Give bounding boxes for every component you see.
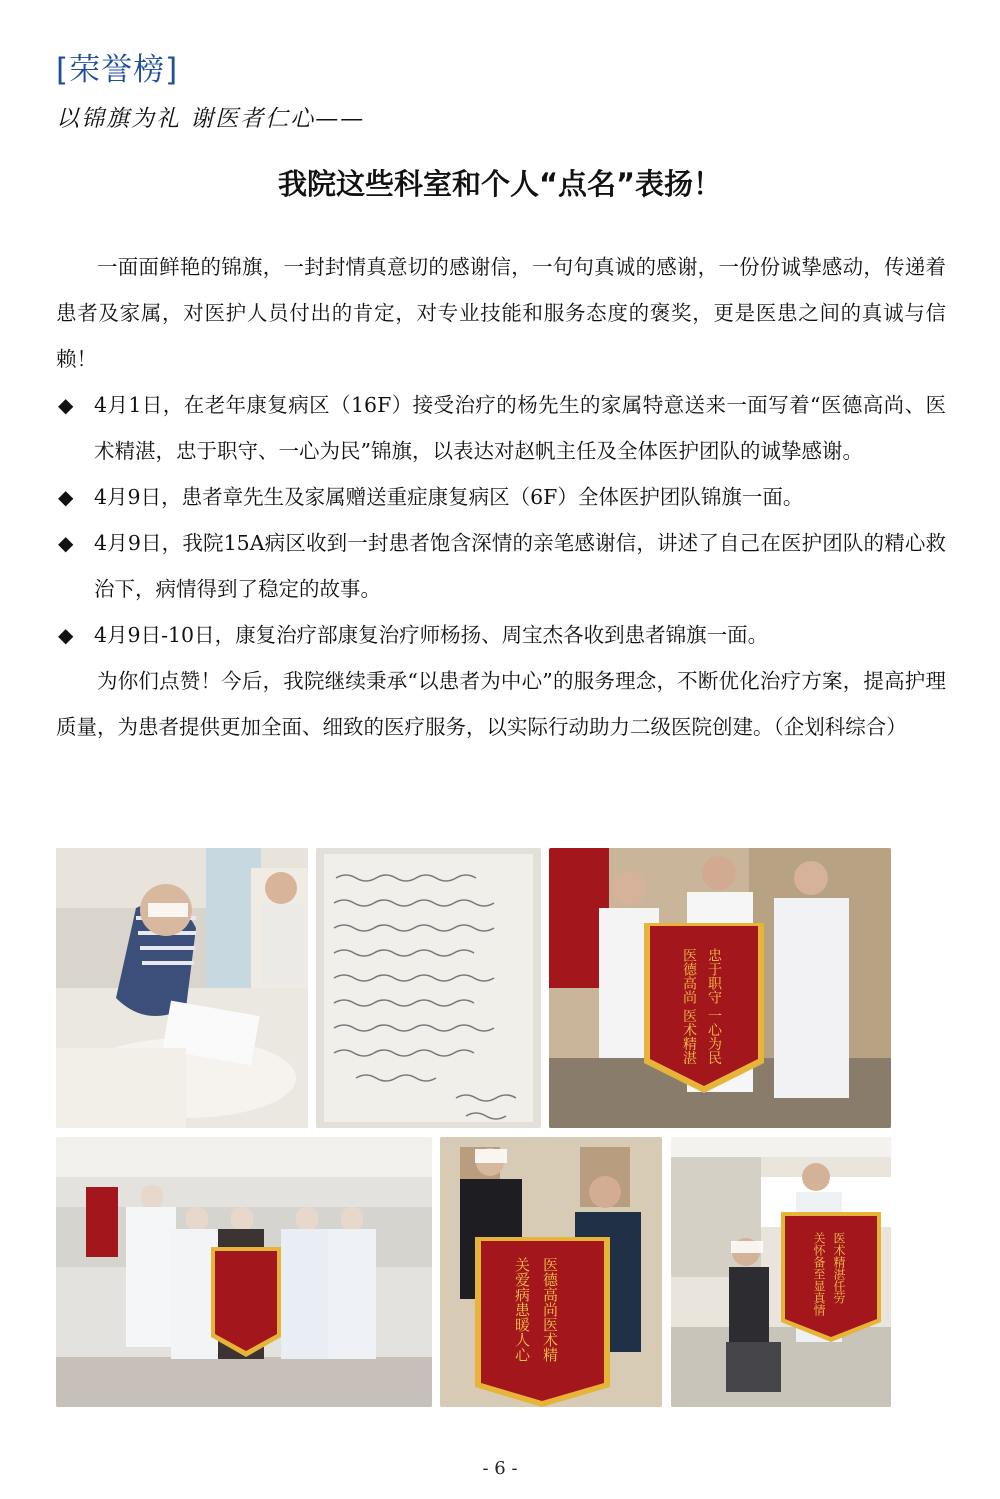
diamond-icon: ◆ [58,485,74,509]
photo-therapy-room [671,1137,891,1407]
banner-text: 关怀备至显真情 [812,1232,826,1316]
photo-banner-two-men [440,1137,662,1407]
list-item [56,520,946,612]
list-item-text: 4月9日-10日，康复治疗部康复治疗师杨扬、周宝杰各收到患者锦旗一面。 [94,623,769,647]
list-item [56,612,946,658]
photo-team-banner [56,1137,432,1407]
article-body [56,244,946,750]
photo-thank-you-letter [316,848,541,1128]
page-title: 我院这些科室和个人“点名”表扬！ [277,167,723,201]
list-item-text: 4月1日，在老年康复病区（16F）接受治疗的杨先生的家属特意送来一面写着“医德高尚、医术精湛，忠于职守、一心为民”锦旗，以表达对赵帆主任及全体医护团队的诚挚感谢。 [94,393,946,463]
photo-patient-writing [56,848,308,1128]
page-number: - 6 - [482,1458,518,1479]
intro-paragraph: 一面面鲜艳的锦旗，一封封情真意切的感谢信，一句句真诚的感谢，一份份诚挚感动，传递着患者及家属，对医护人员付出的肯定，对专业技能和服务态度的褒奖，更是医患之间的真诚与信赖！ [56,255,946,371]
section-tag: [荣誉榜] [56,52,179,88]
list-item [56,382,946,474]
diamond-icon: ◆ [58,393,74,417]
banner-text: 医德高尚 医术精湛 [681,948,697,1065]
diamond-icon: ◆ [58,531,74,555]
photo-banner-doctors [549,848,891,1128]
banner-text: 关爱病患暖人心 [513,1257,531,1362]
banner-text: 忠于职守 一心为民 [706,948,722,1065]
closing-paragraph: 为你们点赞！今后，我院继续秉承“以患者为中心”的服务理念，不断优化治疗方案，提高护理质量，为患者提供更加全面、细致的医疗服务，以实际行动助力二级医院创建。（企划科综合） [56,669,946,739]
list-item-text: 4月9日，患者章先生及家属赠送重症康复病区（6F）全体医护团队锦旗一面。 [94,485,804,509]
list-item-text: 4月9日，我院15A病区收到一封患者饱含深情的亲笔感谢信，讲述了自己在医护团队的精心救治下，病情得到了稳定的故事。 [94,531,946,601]
subtitle: 以锦旗为礼 谢医者仁心—— [56,106,366,132]
banner-text: 医术精湛任劳 [832,1232,846,1304]
banner-text: 医德高尚医术精 [541,1257,559,1362]
list-item [56,474,946,520]
diamond-icon: ◆ [58,623,74,647]
